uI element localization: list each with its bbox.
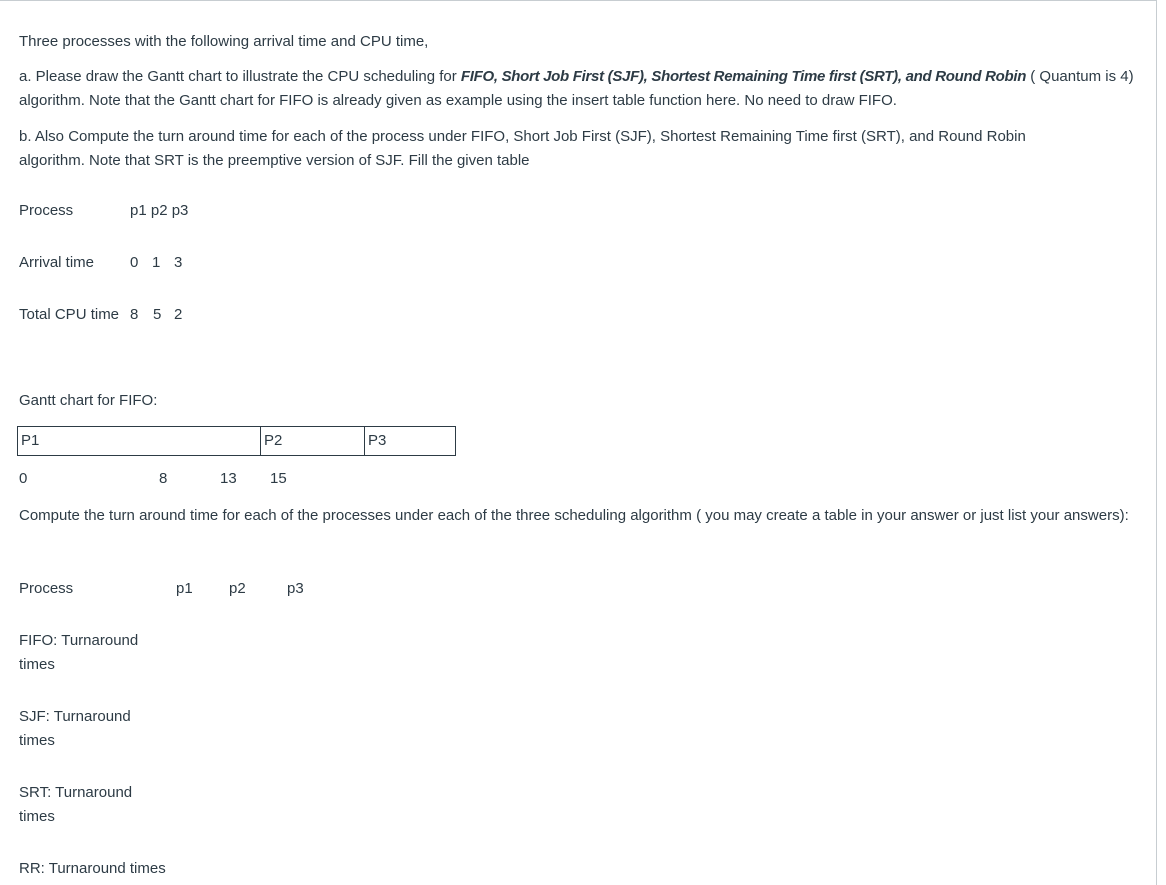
answer-col-p1: p1: [176, 580, 193, 597]
arrival-value-p1: 0: [130, 254, 139, 271]
answer-col-p3: p3: [287, 580, 304, 597]
gantt-cell-p1: P1: [21, 432, 40, 449]
part-a-suffix: ( Quantum is 4): [1026, 68, 1134, 85]
rr-turnaround-label: RR: Turnaround times: [19, 860, 166, 877]
arrival-value-p2: 1: [152, 254, 161, 271]
arrival-value-p3: 3: [174, 254, 183, 271]
gantt-cell-p2: P2: [260, 427, 364, 455]
process-values: p1 p2 p3: [130, 202, 189, 219]
gantt-tick-0: 0: [19, 470, 28, 487]
cpu-value-p1: 8: [130, 306, 139, 323]
sjf-turnaround-label: SJF: Turnaround times: [19, 708, 131, 749]
process-label: Process: [19, 202, 74, 219]
part-a-line2: algorithm. Note that the Gantt chart for FIFO is already given as example using the insert table function here. No need to draw FIFO.: [19, 92, 897, 109]
part-b-text: [19, 125, 1144, 173]
part-a-prefix: a. Please draw the Gantt chart to illustrate the CPU scheduling for: [19, 68, 461, 85]
part-a-text: [19, 65, 1144, 113]
fifo-turnaround-label: FIFO: Turnaround times: [19, 632, 139, 673]
part-a-algorithms: FIFO, Short Job First (SJF), Shortest Remaining Time first (SRT), and Round Robin: [460, 68, 1027, 85]
part-b-line1: b. Also Compute the turn around time for each of the process under FIFO, Short Job First (SJF), Shortest Remaining Time first (SRT), and Round Robin: [19, 128, 1026, 145]
arrival-label: Arrival time: [19, 254, 95, 271]
compute-instructions: Compute the turn around time for each of the processes under each of the three scheduling algorithm ( you may create a table in your answer or just list your answers):: [19, 507, 1129, 524]
gantt-chart: [17, 426, 456, 456]
intro-text: Three processes with the following arrival time and CPU time,: [19, 33, 429, 50]
cpu-value-p2: 5: [153, 306, 162, 323]
srt-turnaround-label: SRT: Turnaround times: [19, 784, 133, 825]
gantt-title: Gantt chart for FIFO:: [19, 392, 158, 409]
gantt-tick-15: 15: [270, 470, 287, 487]
gantt-tick-13: 13: [220, 470, 237, 487]
gantt-cell-p3: P3: [364, 427, 455, 455]
answer-col-p2: p2: [229, 580, 246, 597]
cpu-time-label: Total CPU time: [19, 306, 120, 323]
gantt-tick-8: 8: [159, 470, 168, 487]
part-b-line2: algorithm. Note that SRT is the preemptive version of SJF. Fill the given table: [19, 152, 530, 169]
answer-process-label: Process: [19, 580, 74, 597]
cpu-value-p3: 2: [174, 306, 183, 323]
